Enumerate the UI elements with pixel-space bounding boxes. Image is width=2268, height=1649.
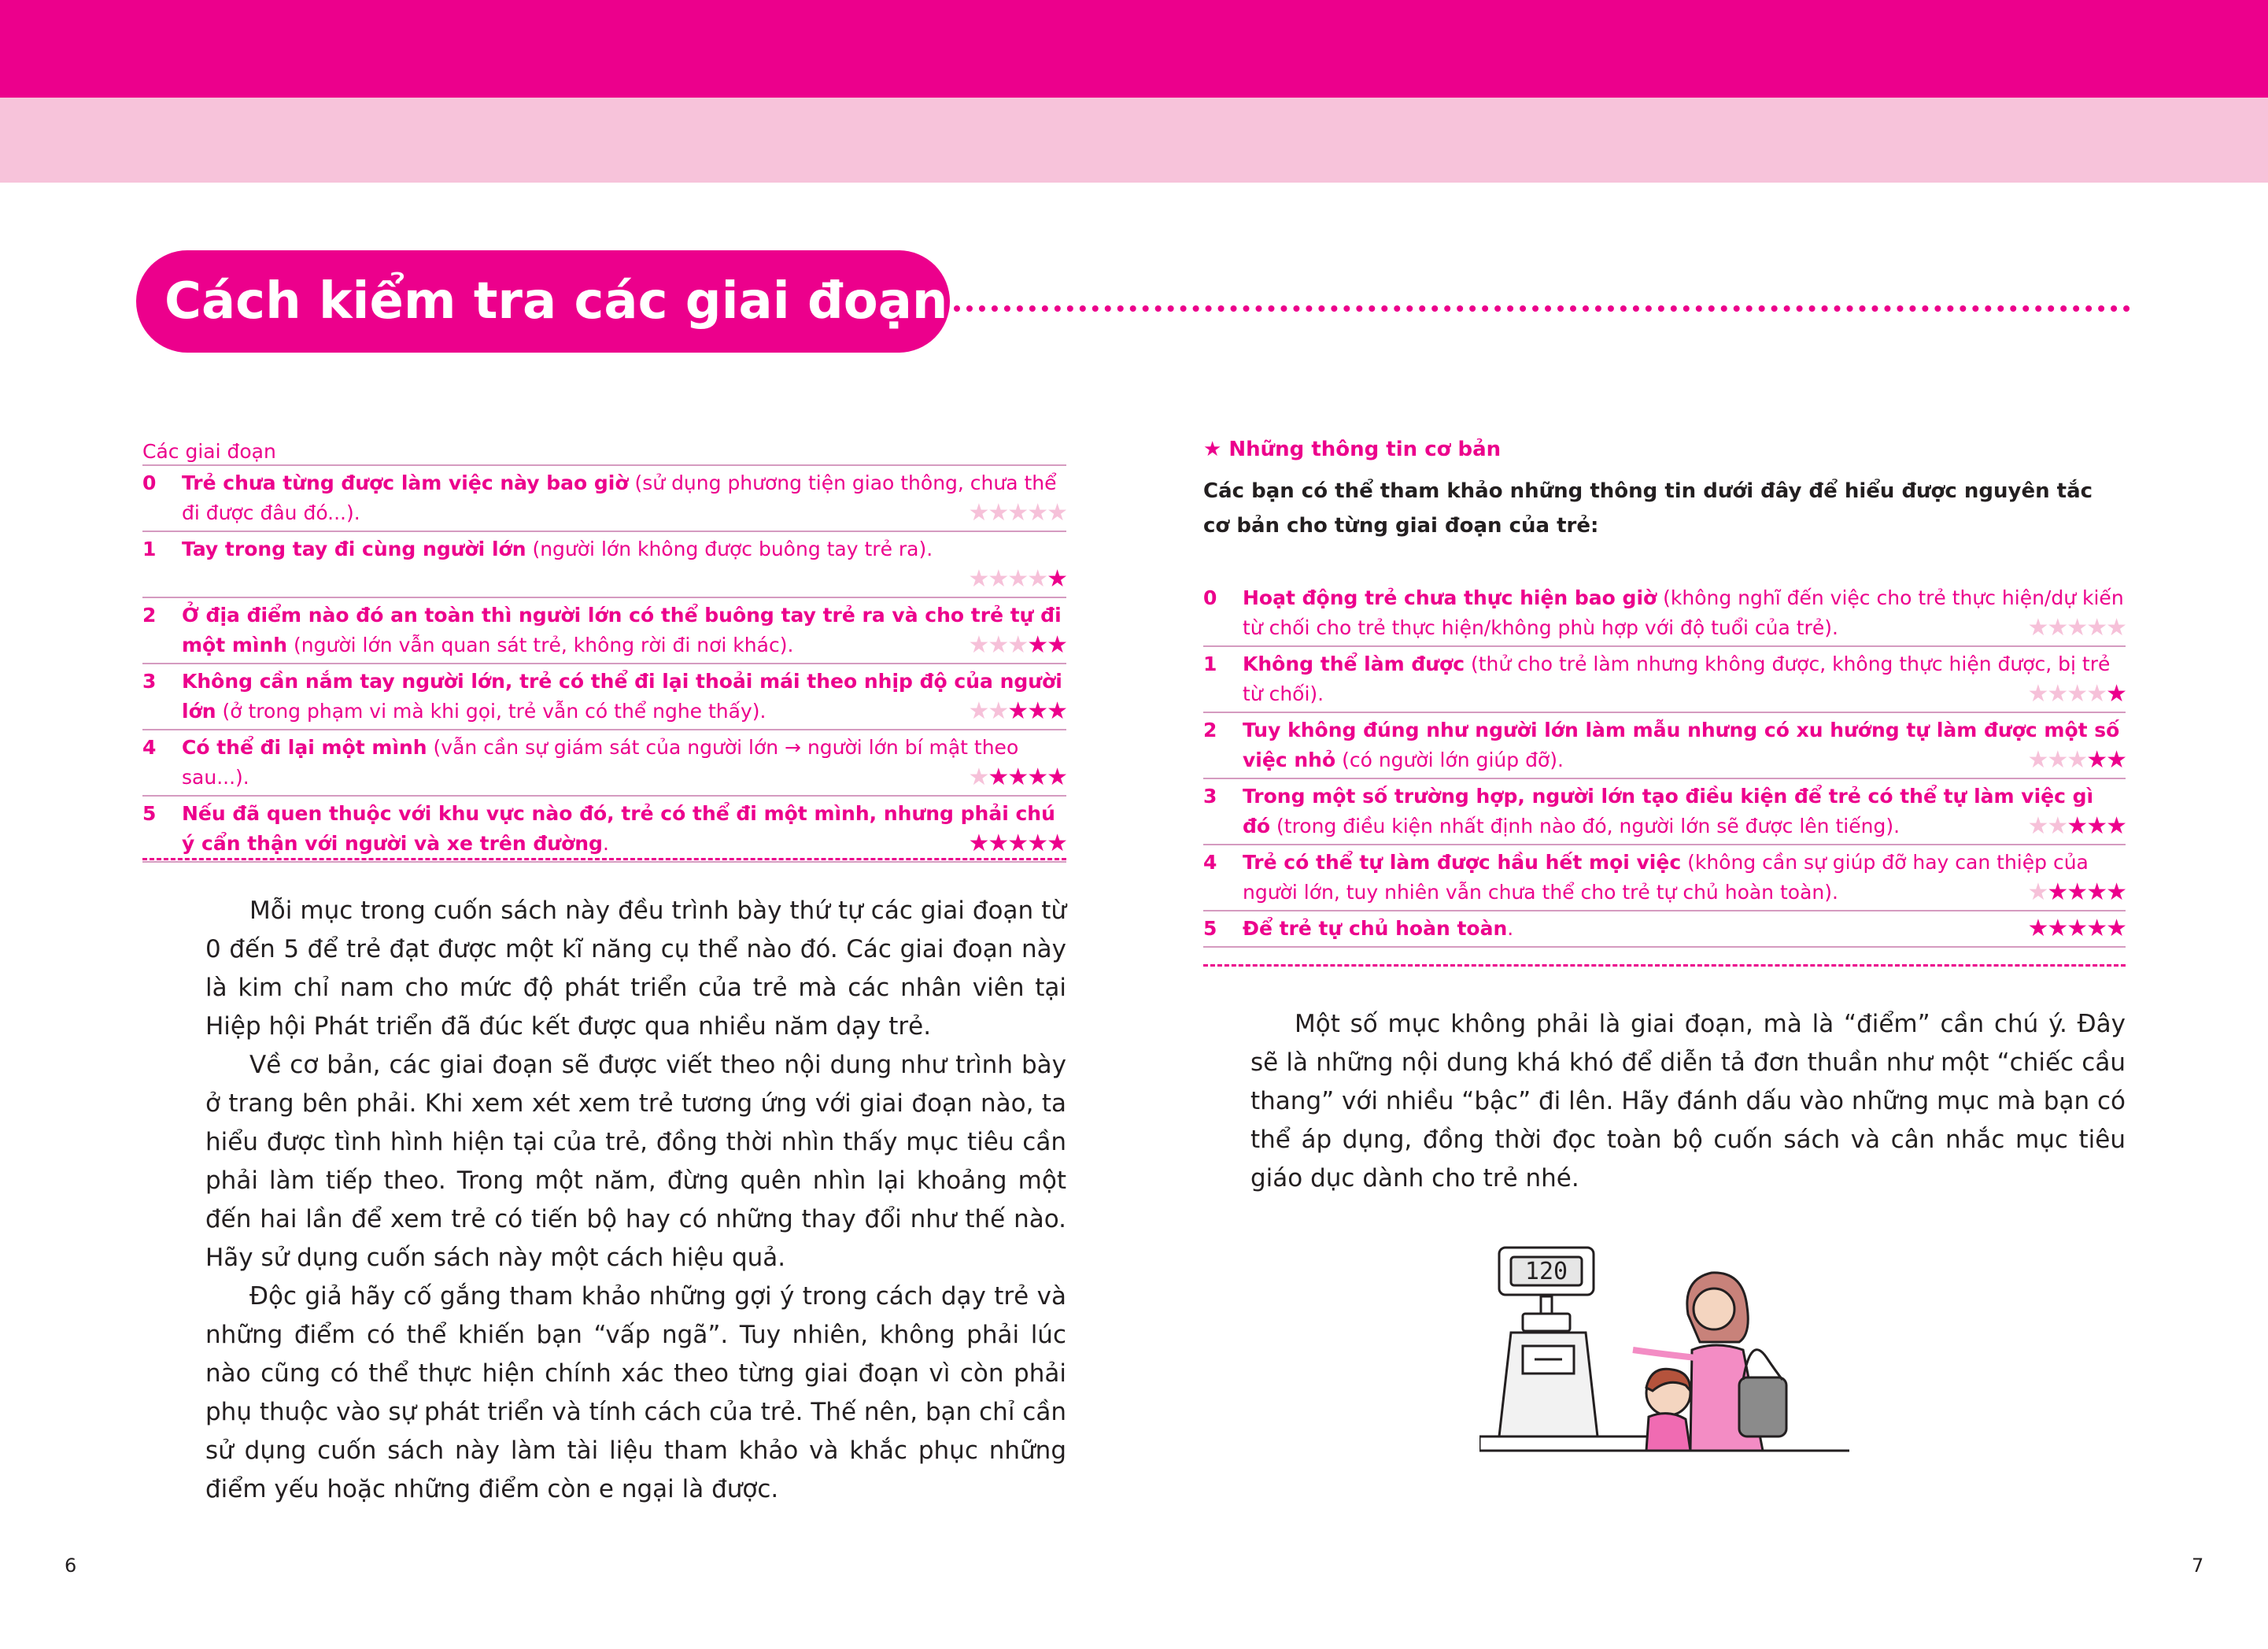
star-filled-icon: ★ (1007, 830, 1028, 857)
stage-detail-text: (người lớn không được buông tay trẻ ra). (526, 538, 933, 560)
stage-star-rating (968, 763, 1066, 793)
stage-row (1203, 911, 2126, 948)
star-filled-icon: ★ (1047, 565, 1066, 593)
stage-number: 4 (142, 736, 157, 759)
star-filled-icon: ★ (2027, 915, 2048, 942)
stage-detail-text: (không cần sự giúp đỡ hay can thiệp của người lớn, tuy nhiên vẫn chưa thể cho trẻ tự chủ hoàn toàn). (1243, 851, 2089, 904)
star-filled-icon: ★ (1047, 697, 1066, 725)
star-empty-icon: ★ (2027, 614, 2048, 641)
star-empty-icon: ★ (1027, 499, 1047, 527)
left-stage-list (142, 438, 1066, 863)
star-empty-icon: ★ (1007, 631, 1028, 659)
stage-detail-text: (có người lớn giúp đỡ). (1335, 749, 1564, 771)
star-empty-icon: ★ (1047, 499, 1066, 527)
star-empty-icon: ★ (2027, 680, 2048, 708)
star-filled-icon: ★ (2086, 812, 2107, 840)
star-filled-icon: ★ (1007, 697, 1028, 725)
stage-number: 1 (1203, 653, 1217, 675)
stage-description (1243, 583, 2126, 643)
star-empty-icon: ★ (1007, 565, 1028, 593)
stage-list-caption: Các giai đoạn (142, 438, 1066, 466)
stage-detail-text: (vẫn cần sự giám sát của người lớn → người lớn bí mật theo sau...). (182, 736, 1019, 789)
stage-detail-text: (ở trong phạm vi mà khi gọi, trẻ vẫn có thể nghe thấy). (216, 700, 766, 723)
stage-number: 2 (142, 604, 157, 627)
star-filled-icon: ★ (1047, 763, 1066, 791)
stage-description (182, 534, 1066, 594)
stage-row (142, 466, 1066, 532)
star-empty-icon: ★ (968, 565, 988, 593)
stage-number: 3 (1203, 785, 1217, 808)
star-empty-icon: ★ (2086, 680, 2107, 708)
left-body-text (205, 892, 1066, 1509)
star-empty-icon: ★ (968, 697, 988, 725)
info-heading: ★ Những thông tin cơ bản (1203, 438, 1502, 461)
stage-description (1243, 715, 2126, 775)
stage-description (1243, 848, 2126, 908)
star-filled-icon: ★ (988, 830, 1008, 857)
star-empty-icon: ★ (1007, 499, 1028, 527)
stage-detail-text: (thử cho trẻ làm nhưng không được, không thực hiện được, bị trẻ từ chối). (1243, 653, 2111, 705)
stage-row (142, 598, 1066, 664)
stage-bold-text: Ở địa điểm nào đó an toàn thì người lớn có thể buông tay trẻ ra và cho trẻ tự đi một mình (182, 604, 1062, 656)
stage-number: 3 (142, 670, 157, 693)
register-display-value: 120 (1524, 1258, 1568, 1285)
star-empty-icon: ★ (968, 499, 988, 527)
star-filled-icon: ★ (1027, 631, 1047, 659)
stage-row (142, 532, 1066, 598)
child-figure (1646, 1369, 1690, 1451)
stage-detail-text: (sử dụng phương tiện giao thông, chưa thể đi được đâu đó...). (182, 471, 1057, 524)
star-filled-icon: ★ (2067, 812, 2087, 840)
star-empty-icon: ★ (2047, 812, 2067, 840)
star-empty-icon: ★ (2047, 680, 2067, 708)
stage-number: 0 (142, 471, 157, 494)
stage-description (182, 799, 1066, 859)
stage-description (1243, 782, 2126, 841)
stage-row (1203, 779, 2126, 845)
star-filled-icon: ★ (2106, 915, 2126, 942)
page-number-right: 7 (2192, 1555, 2204, 1577)
star-empty-icon: ★ (2106, 614, 2126, 641)
star-empty-icon: ★ (988, 697, 1008, 725)
star-filled-icon: ★ (968, 830, 988, 857)
stage-detail-text: (trong điều kiện nhất định nào đó, người lớn sẽ được lên tiếng). (1270, 815, 1900, 837)
page-number-left: 6 (65, 1555, 77, 1577)
stage-bold-text: Để trẻ tự chủ hoàn toàn (1243, 917, 1508, 940)
stage-star-rating (2027, 613, 2126, 643)
stage-bold-text: Trong một số trường hợp, người lớn tạo điều kiện để trẻ có thể tự làm việc gì đó (1243, 785, 2094, 837)
stage-star-rating (968, 829, 1066, 859)
header-band-magenta (0, 0, 2268, 98)
star-filled-icon: ★ (2067, 878, 2087, 906)
mother-child-register-illustration (1479, 1240, 1849, 1511)
stage-star-rating (2027, 878, 2126, 908)
star-empty-icon: ★ (988, 631, 1008, 659)
stage-star-rating (2027, 745, 2126, 775)
info-subheading: Các bạn có thể tham khảo những thông tin dưới đây để hiểu được nguyên tắc cơ bản cho từng giai đoạn của trẻ: (1203, 479, 2093, 538)
star-filled-icon: ★ (2086, 878, 2107, 906)
star-filled-icon: ★ (1027, 830, 1047, 857)
stage-bold-text: Nếu đã quen thuộc với khu vực nào đó, trẻ có thể đi một mình, nhưng phải chú ý cẩn thận với người và xe trên đường (182, 802, 1055, 855)
star-filled-icon: ★ (2106, 812, 2126, 840)
stage-bold-text: Trẻ chưa từng được làm việc này bao giờ (182, 471, 629, 494)
stage-star-rating (968, 564, 1066, 594)
stage-star-rating (2027, 914, 2126, 944)
star-empty-icon: ★ (968, 631, 988, 659)
stage-detail-text: . (1507, 917, 1514, 940)
stage-description (1243, 914, 2126, 944)
stage-description (182, 468, 1066, 528)
stage-star-rating (968, 697, 1066, 727)
body-paragraph: Về cơ bản, các giai đoạn sẽ được viết theo nội dung như trình bày ở trang bên phải. Khi xem xét xem trẻ tương ứng với giai đoạn nào, ta hiểu được tình hình hiện tại của trẻ, đồng thời nhìn thấy mục tiêu cần phải làm tiếp theo. Trong một năm, đừng quên nhìn lại khoảng một đến hai lần để xem trẻ có tiến bộ hay có những thay đổi như thế nào. Hãy sử dụng cuốn sách này một cách hiệu quả. (205, 1051, 1066, 1272)
stage-bold-text: Không cần nắm tay người lớn, trẻ có thể đi lại thoải mái theo nhịp độ của người lớn (182, 670, 1062, 723)
stage-row (142, 664, 1066, 730)
star-filled-icon: ★ (2106, 878, 2126, 906)
header-band-pink (0, 98, 2268, 183)
body-paragraph: Mỗi mục trong cuốn sách này đều trình bày thứ tự các giai đoạn từ 0 đến 5 để trẻ đạt được một kĩ năng cụ thể nào đó. Các giai đoạn này là kim chỉ nam cho mức độ phát triển của trẻ mà các nhân viên tại Hiệp hội Phát triển đã đúc kết được qua nhiều năm dạy trẻ. (205, 897, 1066, 1041)
right-dashed-separator (1203, 964, 2126, 967)
star-filled-icon: ★ (2106, 680, 2126, 708)
stage-description (182, 667, 1066, 727)
stage-bold-text: Có thể đi lại một mình (182, 736, 427, 759)
body-paragraph: Một số mục không phải là giai đoạn, mà là “điểm” cần chú ý. Đây sẽ là những nội dung khá khó để diễn tả đơn thuần như một “chiếc cầu thang” với nhiều “bậc” đi lên. Hãy đánh dấu vào những mục mà bạn có thể áp dụng, đồng thời đọc toàn bộ cuốn sách và cân nhắc mục tiêu giáo dục dành cho trẻ nhé. (1250, 1010, 2126, 1192)
stage-bold-text: Hoạt động trẻ chưa thực hiện bao giờ (1243, 586, 1657, 609)
star-empty-icon: ★ (2047, 614, 2067, 641)
title-dotted-rule (954, 305, 2130, 312)
star-filled-icon: ★ (1027, 763, 1047, 791)
body-paragraph: Độc giả hãy cố gắng tham khảo những gợi ý trong cách dạy trẻ và những điểm có thể khiến bạn “vấp ngã”. Tuy nhiên, không phải lúc nào cũng có thể thực hiện chính xác theo từng giai đoạn vì còn phải phụ thuộc vào sự phát triển và tính cách của trẻ. Thế nên, bạn chỉ cần sử dụng cuốn sách này làm tài liệu tham khảo và khắc phục những điểm yếu hoặc những điểm còn e ngại là được. (205, 1282, 1066, 1503)
stage-row (1203, 581, 2126, 647)
stage-detail-text: (không nghĩ đến việc cho trẻ thực hiện/dự kiến từ chối cho trẻ thực hiện/không phù hợp với độ tuổi của trẻ). (1243, 586, 2124, 639)
star-filled-icon: ★ (1027, 697, 1047, 725)
star-empty-icon: ★ (988, 499, 1008, 527)
stage-row (1203, 845, 2126, 911)
stage-description (182, 733, 1066, 793)
stage-star-rating (2027, 812, 2126, 841)
stage-detail-text: (người lớn vẫn quan sát trẻ, không rời đi nơi khác). (287, 634, 794, 656)
star-empty-icon: ★ (2067, 680, 2087, 708)
star-empty-icon: ★ (2047, 746, 2067, 774)
stage-number: 2 (1203, 719, 1217, 741)
stage-number: 4 (1203, 851, 1217, 874)
stage-bold-text: Tuy không đúng như người lớn làm mẫu nhưng có xu hướng tự làm được một số việc nhỏ (1243, 719, 2120, 771)
stage-row (1203, 647, 2126, 713)
right-stage-list (1203, 581, 2126, 948)
star-empty-icon: ★ (2027, 878, 2048, 906)
stage-detail-text: . (602, 832, 609, 855)
star-filled-icon: ★ (2086, 915, 2107, 942)
left-dashed-separator (142, 858, 1066, 860)
stage-star-rating (968, 498, 1066, 528)
stage-bold-text: Không thể làm được (1243, 653, 1465, 675)
stage-number: 5 (142, 802, 157, 825)
star-empty-icon: ★ (1027, 565, 1047, 593)
star-filled-icon: ★ (1047, 830, 1066, 857)
star-empty-icon: ★ (2027, 812, 2048, 840)
stage-bold-text: Trẻ có thể tự làm được hầu hết mọi việc (1243, 851, 1682, 874)
star-empty-icon: ★ (2067, 746, 2087, 774)
star-empty-icon: ★ (2027, 746, 2048, 774)
stage-row (142, 797, 1066, 863)
page-title: Cách kiểm tra các giai đoạn (136, 250, 950, 353)
stage-row (142, 730, 1066, 797)
star-filled-icon: ★ (1007, 763, 1028, 791)
star-filled-icon: ★ (1047, 631, 1066, 659)
star-filled-icon: ★ (2067, 915, 2087, 942)
star-filled-icon: ★ (988, 763, 1008, 791)
stage-description (1243, 649, 2126, 709)
star-filled-icon: ★ (2106, 746, 2126, 774)
star-empty-icon: ★ (968, 763, 988, 791)
stage-star-rating (968, 630, 1066, 660)
star-filled-icon: ★ (2086, 746, 2107, 774)
stage-bold-text: Tay trong tay đi cùng người lớn (182, 538, 526, 560)
star-filled-icon: ★ (2047, 878, 2067, 906)
star-empty-icon: ★ (2067, 614, 2087, 641)
stage-number: 1 (142, 538, 157, 560)
stage-row (1203, 713, 2126, 779)
star-empty-icon: ★ (2086, 614, 2107, 641)
right-body-text (1250, 1005, 2126, 1198)
star-filled-icon: ★ (2047, 915, 2067, 942)
stage-description (182, 601, 1066, 660)
stage-number: 5 (1203, 917, 1217, 940)
stage-number: 0 (1203, 586, 1217, 609)
star-empty-icon: ★ (988, 565, 1008, 593)
stage-star-rating (2027, 679, 2126, 709)
